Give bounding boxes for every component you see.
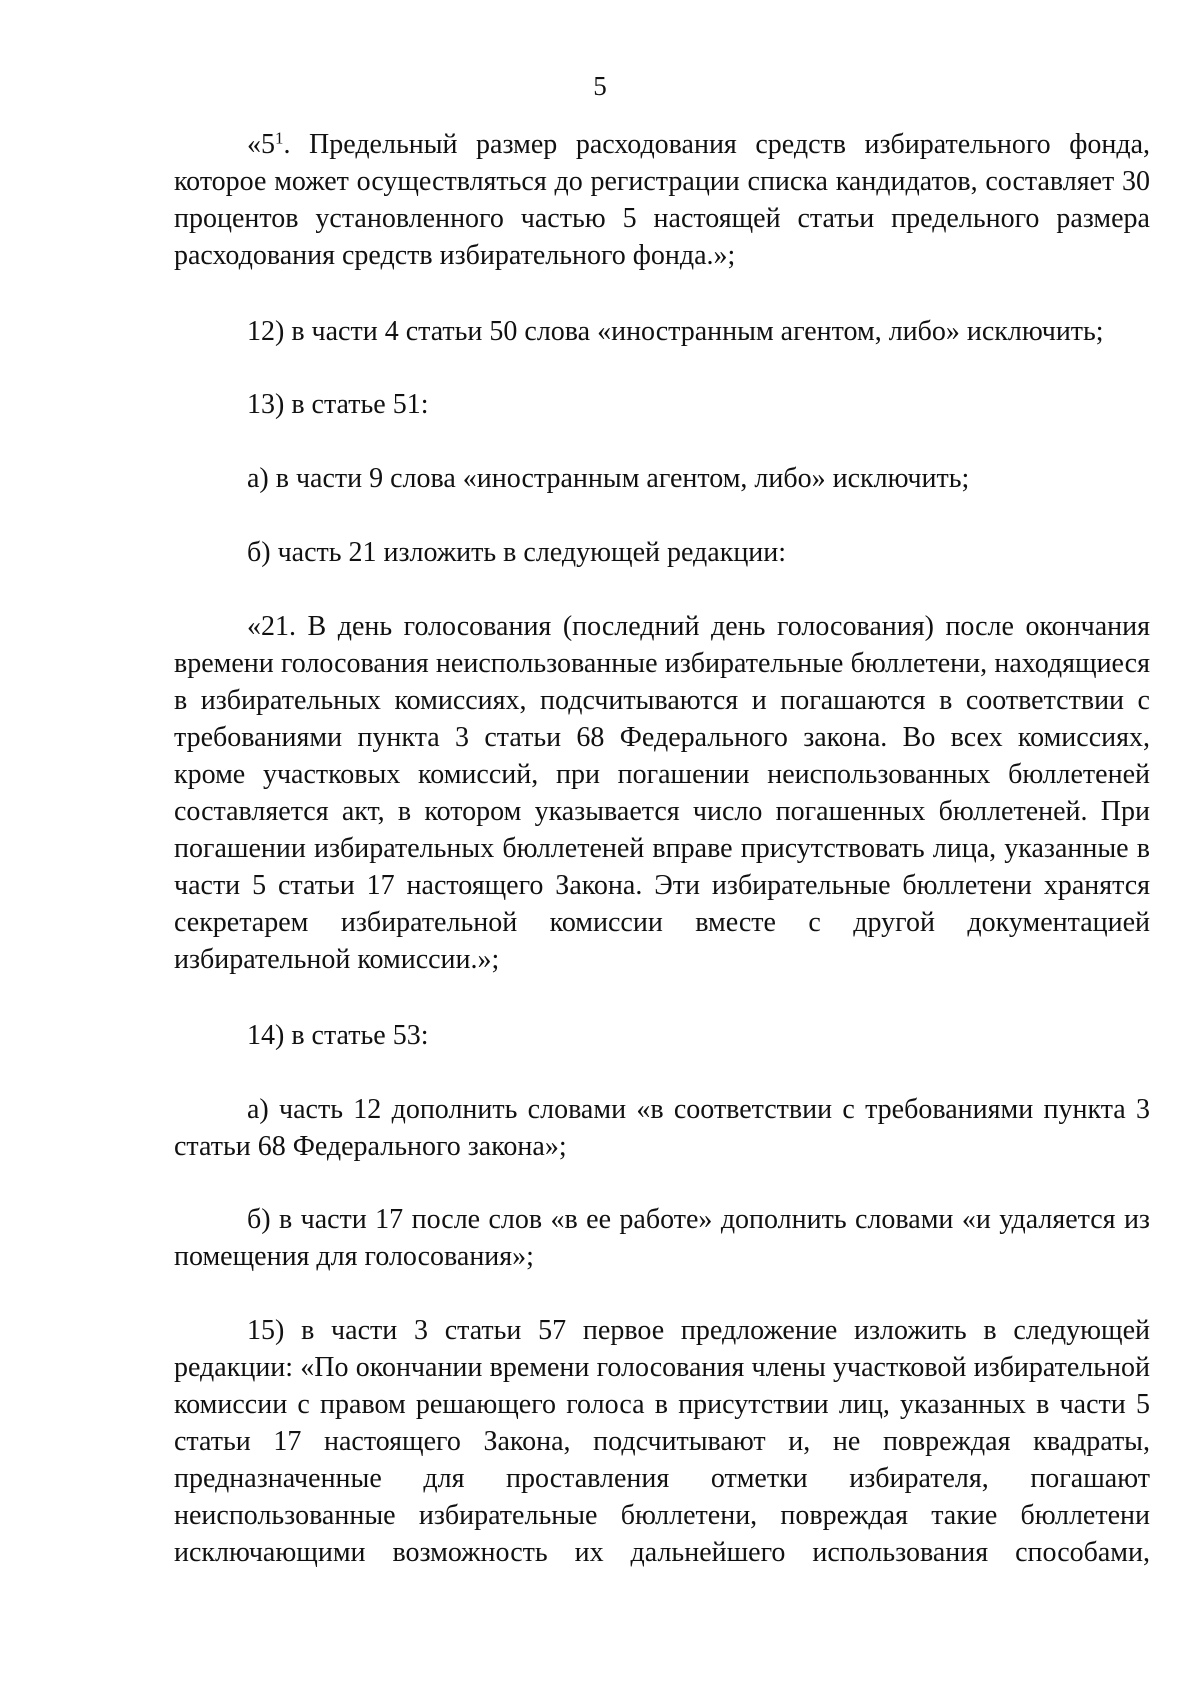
paragraph-item-14a: а) часть 12 дополнить словами «в соответствии с требованиями пункта 3 статьи 68 Федерального закона»; bbox=[174, 1094, 1150, 1162]
clause-superscript: 1 bbox=[275, 128, 284, 148]
page-number: 5 bbox=[593, 71, 607, 101]
clause-text: . Предельный размер расходования средств избирательного фонда, которое может осуществляться до регистрации списка кандидатов, составляет 30 процентов установленного частью 5 настоящей статьи предельного размера расходования средств избирательного фонда.»; bbox=[174, 129, 1150, 271]
paragraph-item-13a: а) в части 9 слова «иностранным агентом, либо» исключить; bbox=[247, 463, 970, 494]
paragraph-item-13: 13) в статье 51: bbox=[247, 389, 429, 420]
clause-prefix: «5 bbox=[247, 129, 275, 160]
paragraph-item-14: 14) в статье 53: bbox=[247, 1020, 429, 1051]
paragraph-item-13b: б) часть 21 изложить в следующей редакции: bbox=[247, 537, 787, 568]
paragraph-item-15: 15) в части 3 статьи 57 первое предложение изложить в следующей редакции: «По окончании времени голосования члены участковой избирательной комиссии с правом решающего голоса в присутствии лиц, указанных в части 5 статьи 17 настоящего Закона, подсчитывают и, не повреждая квадраты, предназначенные для проставления отметки избирателя, погашают неиспользованные избирательные бюллетени, повреждая такие бюллетени исключающими возможность их дальнейшего использования способами, bbox=[174, 1315, 1150, 1568]
paragraph-item-14b: б) в части 17 после слов «в ее работе» дополнить словами «и удаляется из помещения для голосования»; bbox=[174, 1204, 1150, 1272]
paragraph-clause-5-1 bbox=[174, 126, 1150, 274]
paragraph-clause-21: «21. В день голосования (последний день голосования) после окончания времени голосования неиспользованные избирательные бюллетени, находящиеся в избирательных комиссиях, подсчитываются и погашаются в соответствии с требованиями пункта 3 статьи 68 Федерального закона. Во всех комиссиях, кроме участковых комиссий, при погашении неиспользованных бюллетеней составляется акт, в котором указывается число погашенных бюллетеней. При погашении избирательных бюллетеней вправе присутствовать лица, указанные в части 5 статьи 17 настоящего Закона. Эти избирательные бюллетени хранятся секретарем избирательной комиссии вместе с другой документацией избирательной комиссии.»; bbox=[174, 611, 1150, 975]
paragraph-item-12: 12) в части 4 статьи 50 слова «иностранным агентом, либо» исключить; bbox=[247, 316, 1104, 347]
